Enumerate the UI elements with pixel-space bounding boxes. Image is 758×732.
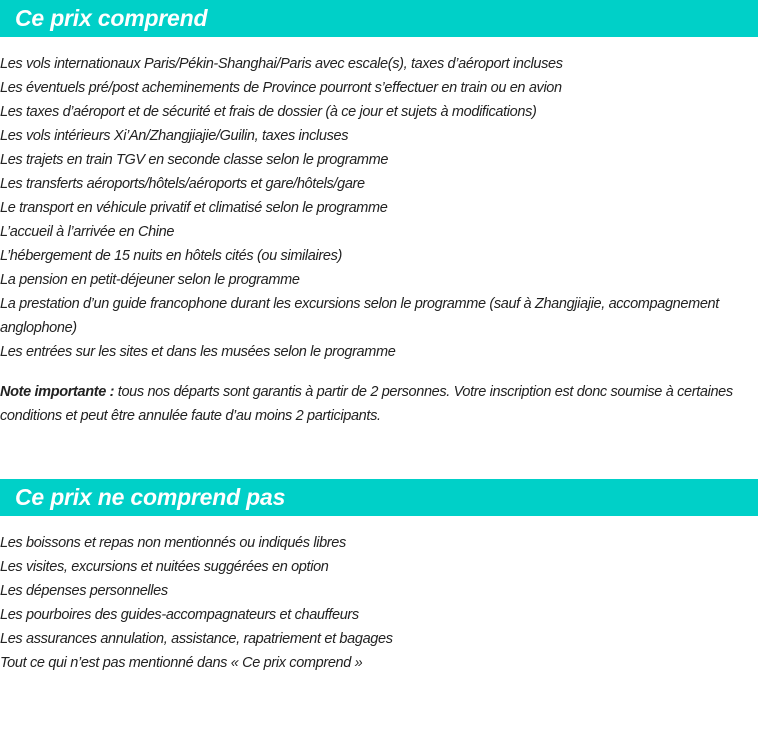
included-item: Les vols internationaux Paris/Pékin-Shanghai/Paris avec escale(s), taxes d’aéroport incluses [0, 56, 563, 72]
section-header-included [0, 0, 758, 37]
section-title-included: Ce prix comprend [15, 5, 208, 31]
excluded-item: Les boissons et repas non mentionnés ou indiqués libres [0, 535, 346, 551]
included-list [0, 52, 758, 364]
included-item: Les trajets en train TGV en seconde classe selon le programme [0, 152, 389, 168]
important-note-text: tous nos départs sont garantis à partir de 2 personnes. Votre inscription est donc soumise à certaines conditions et peut être annulée faute d’au moins 2 participants. [0, 384, 733, 424]
important-note-label: Note importante : [0, 384, 115, 400]
included-item: Les éventuels pré/post acheminements de Province pourront s’effectuer en train ou en avion [0, 80, 562, 96]
included-item: L’accueil à l’arrivée en Chine [0, 224, 175, 240]
included-item: Les vols intérieurs Xi’An/Zhangjiajie/Guilin, taxes incluses [0, 128, 349, 144]
section-title-excluded: Ce prix ne comprend pas [15, 484, 286, 510]
excluded-item: Tout ce qui n’est pas mentionné dans « Ce prix comprend » [0, 655, 363, 671]
included-item: Les entrées sur les sites et dans les musées selon le programme [0, 344, 396, 360]
included-item: Les transferts aéroports/hôtels/aéroports et gare/hôtels/gare [0, 176, 365, 192]
excluded-item: Les assurances annulation, assistance, rapatriement et bagages [0, 631, 393, 647]
included-item: La pension en petit-déjeuner selon le programme [0, 272, 300, 288]
included-item: La prestation d’un guide francophone durant les excursions selon le programme (sauf à Zhangjiajie, accompagnement anglophone) [0, 296, 719, 336]
included-item: Les taxes d’aéroport et de sécurité et frais de dossier (à ce jour et sujets à modifications) [0, 104, 537, 120]
excluded-list [0, 531, 758, 675]
excluded-item: Les dépenses personnelles [0, 583, 168, 599]
included-item: L’hébergement de 15 nuits en hôtels cités (ou similaires) [0, 248, 342, 264]
excluded-item: Les visites, excursions et nuitées suggérées en option [0, 559, 329, 575]
included-item: Le transport en véhicule privatif et climatisé selon le programme [0, 200, 388, 216]
important-note [0, 380, 758, 428]
section-header-excluded [0, 479, 758, 516]
excluded-item: Les pourboires des guides-accompagnateurs et chauffeurs [0, 607, 359, 623]
